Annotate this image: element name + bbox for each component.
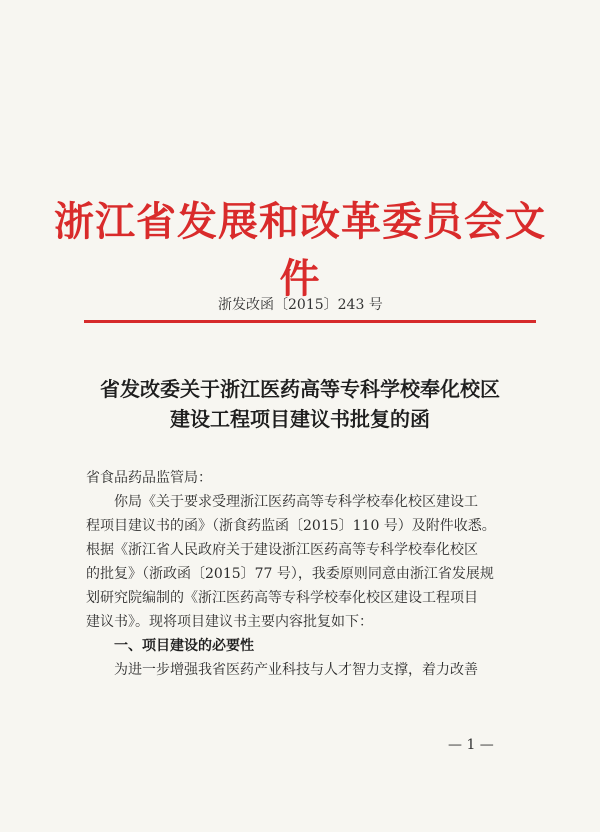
section-first-line: 为进一步增强我省医药产业科技与人才智力支撑，着力改善 xyxy=(114,662,478,678)
paragraph-line: 根据《浙江省人民政府关于建设浙江医药高等专科学校奉化校区 xyxy=(86,542,478,558)
document-header-title: 浙江省发展和改革委员会文件 xyxy=(54,199,546,302)
section-heading: 一、项目建设的必要性 xyxy=(114,638,254,654)
document-number: 浙发改函〔2015〕243 号 xyxy=(218,297,383,313)
paragraph-line: 的批复》（浙政函〔2015〕77 号），我委原则同意由浙江省发展规 xyxy=(86,566,494,582)
page-number: — 1 — xyxy=(448,737,494,753)
subject-line-1: 省发改委关于浙江医药高等专科学校奉化校区 xyxy=(100,377,500,401)
addressee: 省食品药品监管局： xyxy=(86,470,212,486)
document-body xyxy=(86,466,516,682)
paragraph-line: 建议书》。现将项目建议书主要内容批复如下： xyxy=(86,614,373,630)
paragraph-line: 你局《关于要求受理浙江医药高等专科学校奉化校区建设工 xyxy=(114,494,478,510)
subject-line-2: 建设工程项目建议书批复的函 xyxy=(170,407,430,431)
red-divider-line xyxy=(84,320,536,323)
paragraph-line: 程项目建议书的函》（浙食药监函〔2015〕110 号）及附件收悉。 xyxy=(86,518,496,534)
document-subject xyxy=(70,374,530,434)
paragraph-line: 划研究院编制的《浙江医药高等专科学校奉化校区建设工程项目 xyxy=(86,590,478,606)
